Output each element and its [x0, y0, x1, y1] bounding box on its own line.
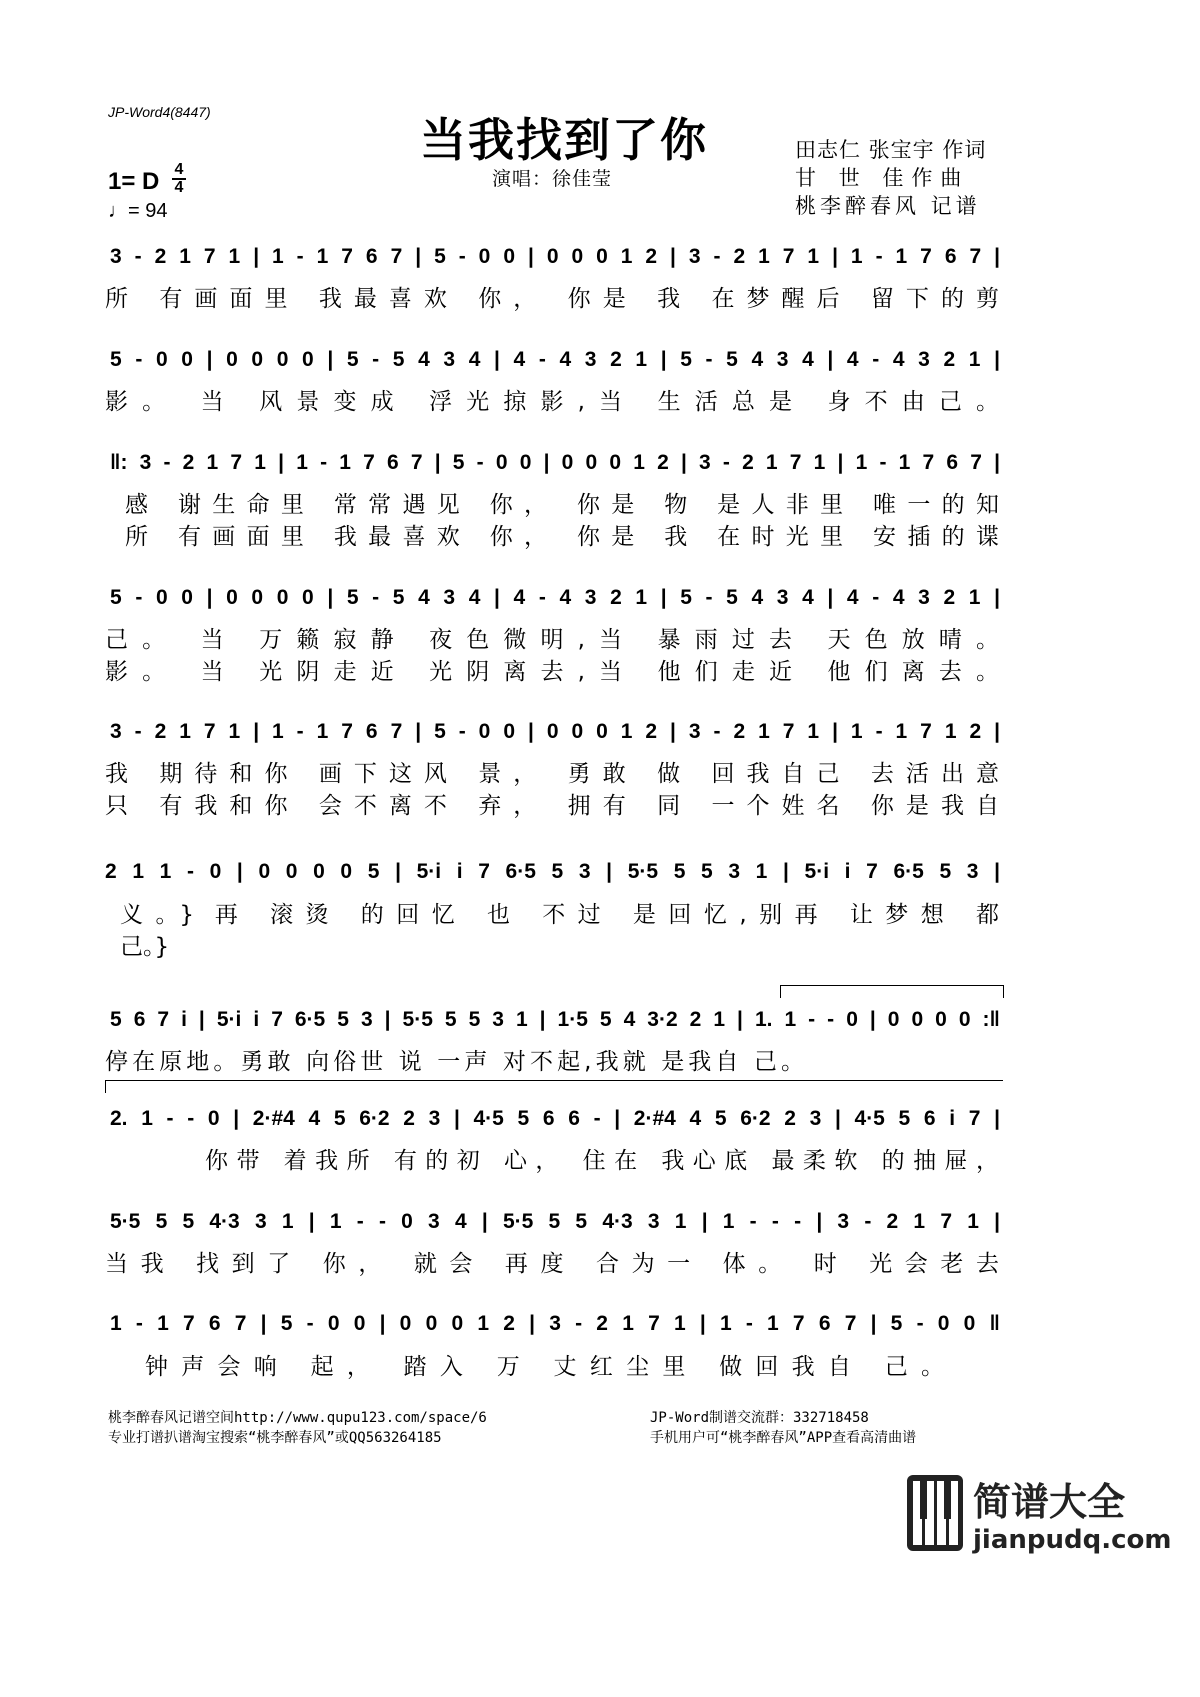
time-signature-top: 4 [174, 161, 184, 178]
lyric-line: 己。} [120, 934, 170, 960]
lyric-line: 停在原地。勇敢 向俗世 说 一声 对不起,我就 是我自 己。 [105, 1049, 805, 1075]
notation-row: 1 - 1 7 6 7 | 5 - 0 0 | 0 0 0 1 2 | 3 - 2 1 7 1 | 1 - 1 7 6 7 | 5 - 0 0 ‖ [110, 1312, 1000, 1335]
page-title: 当我找到了你 [420, 113, 708, 167]
notation-row: 3 - 2 1 7 1 | 1 - 1 7 6 7 | 5 - 0 0 | 0 0 0 1 2 | 3 - 2 1 7 1 | 1 - 1 7 1 2 | [110, 720, 1000, 743]
composer-credit: 甘 世 佳作曲 [795, 166, 970, 190]
lyric-line: 影。 当 风景变成 浮光掠影,当 生活总是 身不由己。 [105, 389, 1000, 415]
notation-row: 3 - 2 1 7 1 | 1 - 1 7 6 7 | 5 - 0 0 | 0 0 0 1 2 | 3 - 2 1 7 1 | 1 - 1 7 6 7 | [110, 245, 1000, 268]
footer-right-line1: JP-Word制谱交流群：332718458 [650, 1410, 869, 1426]
footer-left-line1: 桃李醉春风记谱空间http://www.qupu123.com/space/6 [108, 1410, 487, 1426]
notation-row: 5 6 7 i | 5·i i 7 6·5 5 3 | 5·5 5 5 3 1 | 1·5 5 4 3·2 2 1 | 1. 1 - - 0 | 0 0 0 0 :‖ [110, 1008, 1000, 1031]
lyric-line: 义。} 再 滚烫 的回忆 也 不过 是回忆,别再 让梦想 都 [120, 902, 1000, 928]
singer-label: 演唱：徐佳莹 [492, 168, 613, 190]
volta-bracket-first [780, 985, 1004, 998]
transcriber-credit: 桃李醉春风 记谱 [795, 194, 981, 218]
lyric-line: 所 有画面里 我最喜欢 你， 你是 我 在时光里 安插的谍 [125, 524, 1000, 550]
volta-bracket-second [105, 1080, 1003, 1093]
lyric-line: 己。 当 万籁寂静 夜色微明,当 暴雨过去 天色放晴。 [105, 627, 1000, 653]
notation-row: 5 - 0 0 | 0 0 0 0 | 5 - 5 4 3 4 | 4 - 4 3 2 1 | 5 - 5 4 3 4 | 4 - 4 3 2 1 | [110, 348, 1000, 371]
lyric-line: 当我 找到了 你， 就会 再度 合为一 体。 时 光会老去 [105, 1251, 1000, 1277]
lyric-line: 所 有画面里 我最喜欢 你， 你是 我 在梦醒后 留下的剪 [105, 286, 1000, 312]
watermark-name: 简谱大全 [973, 1480, 1126, 1524]
footer-left-line2: 专业打谱扒谱淘宝搜索“桃李醉春风”或QQ563264185 [108, 1430, 442, 1446]
notation-row: ‖: 3 - 2 1 7 1 | 1 - 1 7 6 7 | 5 - 0 0 | 0 0 0 1 2 | 3 - 2 1 7 1 | 1 - 1 7 6 7 | [110, 451, 1000, 474]
software-label: JP-Word4(8447) [108, 104, 211, 120]
lyric-line: 感 谢生命里 常常遇见 你， 你是 物 是人非里 唯一的知 [125, 492, 1000, 518]
notation-row: 5·5 5 5 4·3 3 1 | 1 - - 0 3 4 | 5·5 5 5 4·3 3 1 | 1 - - - | 3 - 2 1 7 1 | [110, 1210, 1000, 1233]
time-signature [172, 162, 186, 196]
lyricist-credit: 田志仁 张宝宇 作词 [795, 138, 987, 162]
watermark-logo [905, 1467, 1200, 1567]
lyric-line: 只 有我和你 会不离不 弃， 拥有 同 一个姓名 你是我自 [105, 793, 1000, 819]
watermark-url: jianpudq.com [973, 1525, 1172, 1555]
notation-row: 2 1 1 - 0 | 0 0 0 0 5 | 5·i i 7 6·5 5 3 | 5·5 5 5 3 1 | 5·i i 7 6·5 5 3 | [105, 860, 1000, 883]
lyric-line: 钟声会响 起， 踏入 万 丈红尘里 做回我自 己。 [145, 1354, 945, 1380]
piano-keys-icon [905, 1473, 965, 1553]
lyric-line: 你带 着我所 有的初 心， 住在 我心底 最柔软 的抽屉， [205, 1148, 1000, 1174]
key-signature: 1= D [108, 168, 160, 195]
notation-row: 2. 1 - - 0 | 2·#4 4 5 6·2 2 3 | 4·5 5 6 6 - | 2·#4 4 5 6·2 2 3 | 4·5 5 6 i 7 | [110, 1107, 1000, 1130]
notation-row: 5 - 0 0 | 0 0 0 0 | 5 - 5 4 3 4 | 4 - 4 3 2 1 | 5 - 5 4 3 4 | 4 - 4 3 2 1 | [110, 586, 1000, 609]
footer-right-line2: 手机用户可“桃李醉春风”APP查看高清曲谱 [650, 1430, 917, 1446]
lyric-line: 影。 当 光阴走近 光阴离去,当 他们走近 他们离去。 [105, 659, 1000, 685]
tempo-marking: ♩= 94 [108, 200, 168, 222]
time-signature-bottom: 4 [174, 179, 184, 196]
lyric-line: 我 期待和你 画下这风 景， 勇敢 做 回我自己 去活出意 [105, 761, 1000, 787]
